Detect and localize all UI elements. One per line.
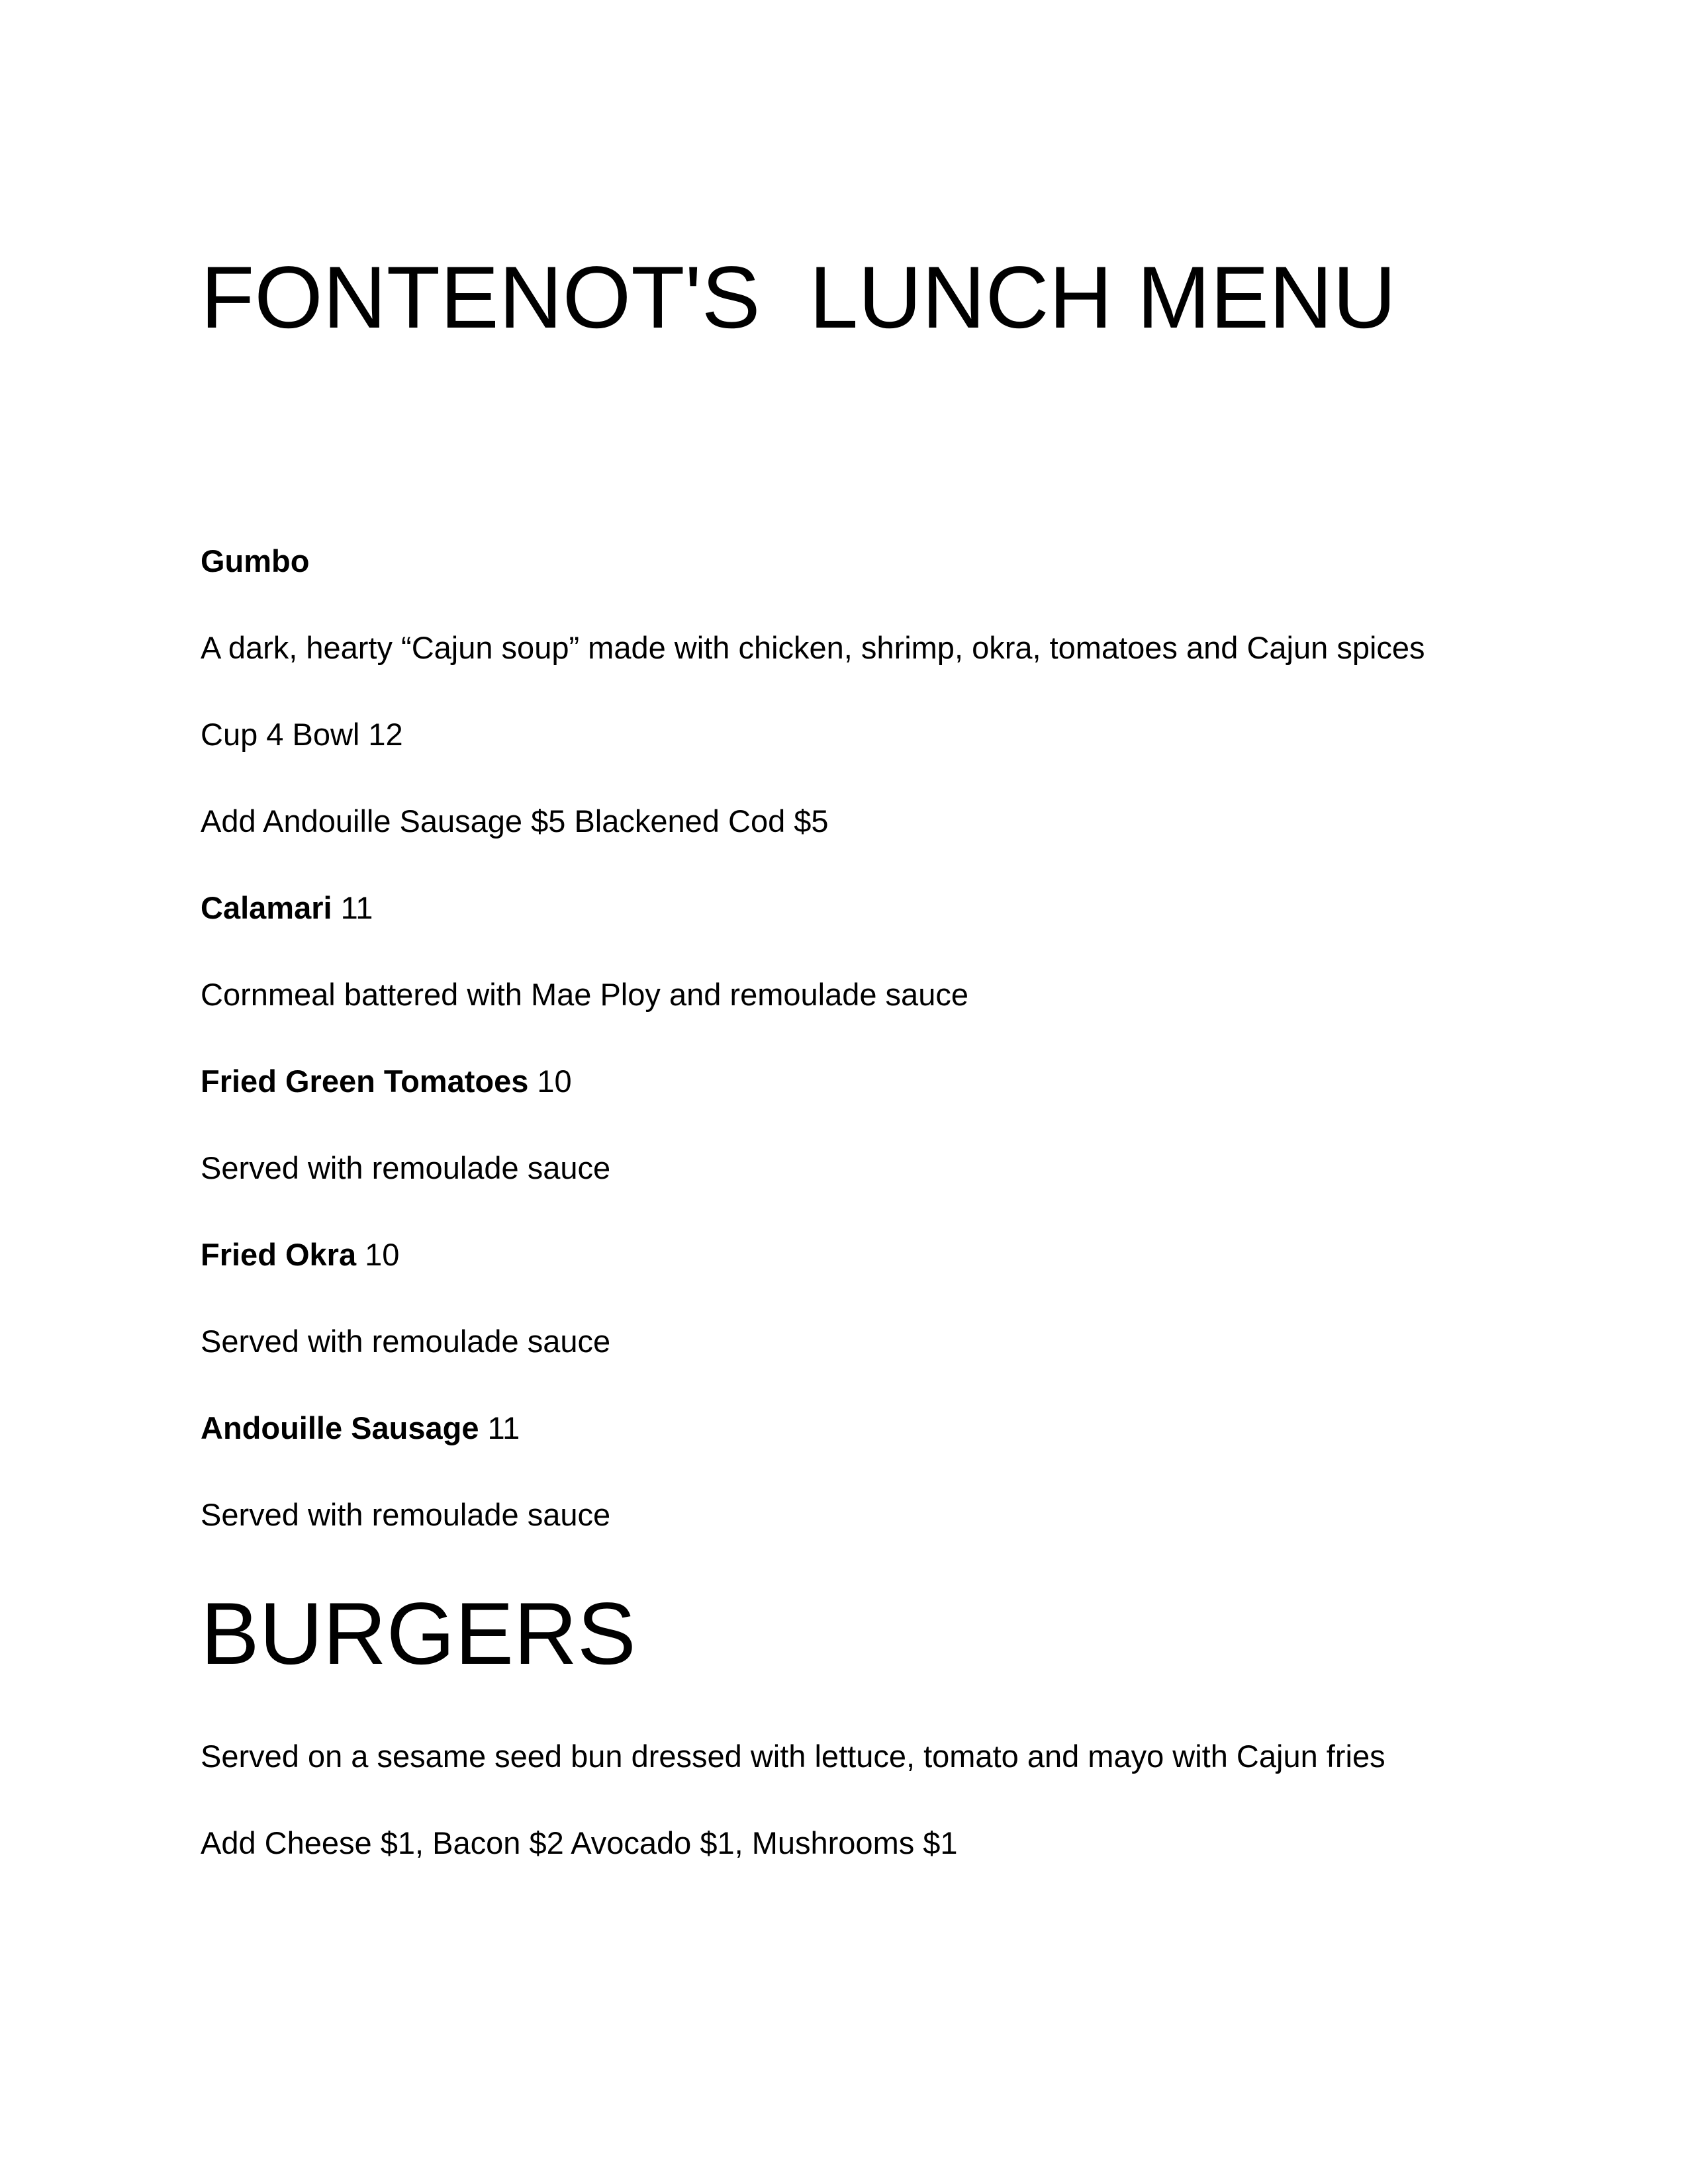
item-name: Gumbo <box>201 543 310 578</box>
burgers-intro: Served on a sesame seed bun dressed with lettuce, tomato and mayo with Cajun fries <box>201 1739 1385 1774</box>
item-price: 10 <box>537 1064 572 1099</box>
item-price: 10 <box>365 1237 400 1272</box>
item-addons-line: Add Andouille Sausage $5 Blackened Cod $5 <box>201 803 829 839</box>
item-description: Served with remoulade sauce <box>201 1150 611 1185</box>
item-price: 11 <box>340 890 373 925</box>
item-description: Cornmeal battered with Mae Ploy and remoulade sauce <box>201 977 968 1012</box>
item-description: A dark, hearty “Cajun soup” made with chicken, shrimp, okra, tomatoes and Cajun spices <box>201 630 1425 665</box>
menu-item-fried-okra <box>201 1237 1529 1273</box>
item-sizes-line: Cup 4 Bowl 12 <box>201 717 403 752</box>
item-name: Fried Okra <box>201 1237 357 1272</box>
item-name: Andouille Sausage <box>201 1410 479 1445</box>
menu-item-andouille-sausage <box>201 1410 1529 1446</box>
menu-item-calamari <box>201 890 1529 926</box>
section-heading-burgers: BURGERS <box>201 1585 636 1683</box>
item-description: Served with remoulade sauce <box>201 1497 611 1532</box>
menu-item-gumbo <box>201 543 1529 579</box>
item-name: Fried Green Tomatoes <box>201 1064 529 1099</box>
item-description: Served with remoulade sauce <box>201 1324 611 1359</box>
burgers-addons-line: Add Cheese $1, Bacon $2 Avocado $1, Mushrooms $1 <box>201 1825 958 1860</box>
page-title: FONTENOT'S LUNCH MENU <box>201 249 1397 347</box>
item-name: Calamari <box>201 890 332 925</box>
menu-item-fried-green-tomatoes <box>201 1064 1529 1099</box>
item-price: 11 <box>487 1410 520 1445</box>
